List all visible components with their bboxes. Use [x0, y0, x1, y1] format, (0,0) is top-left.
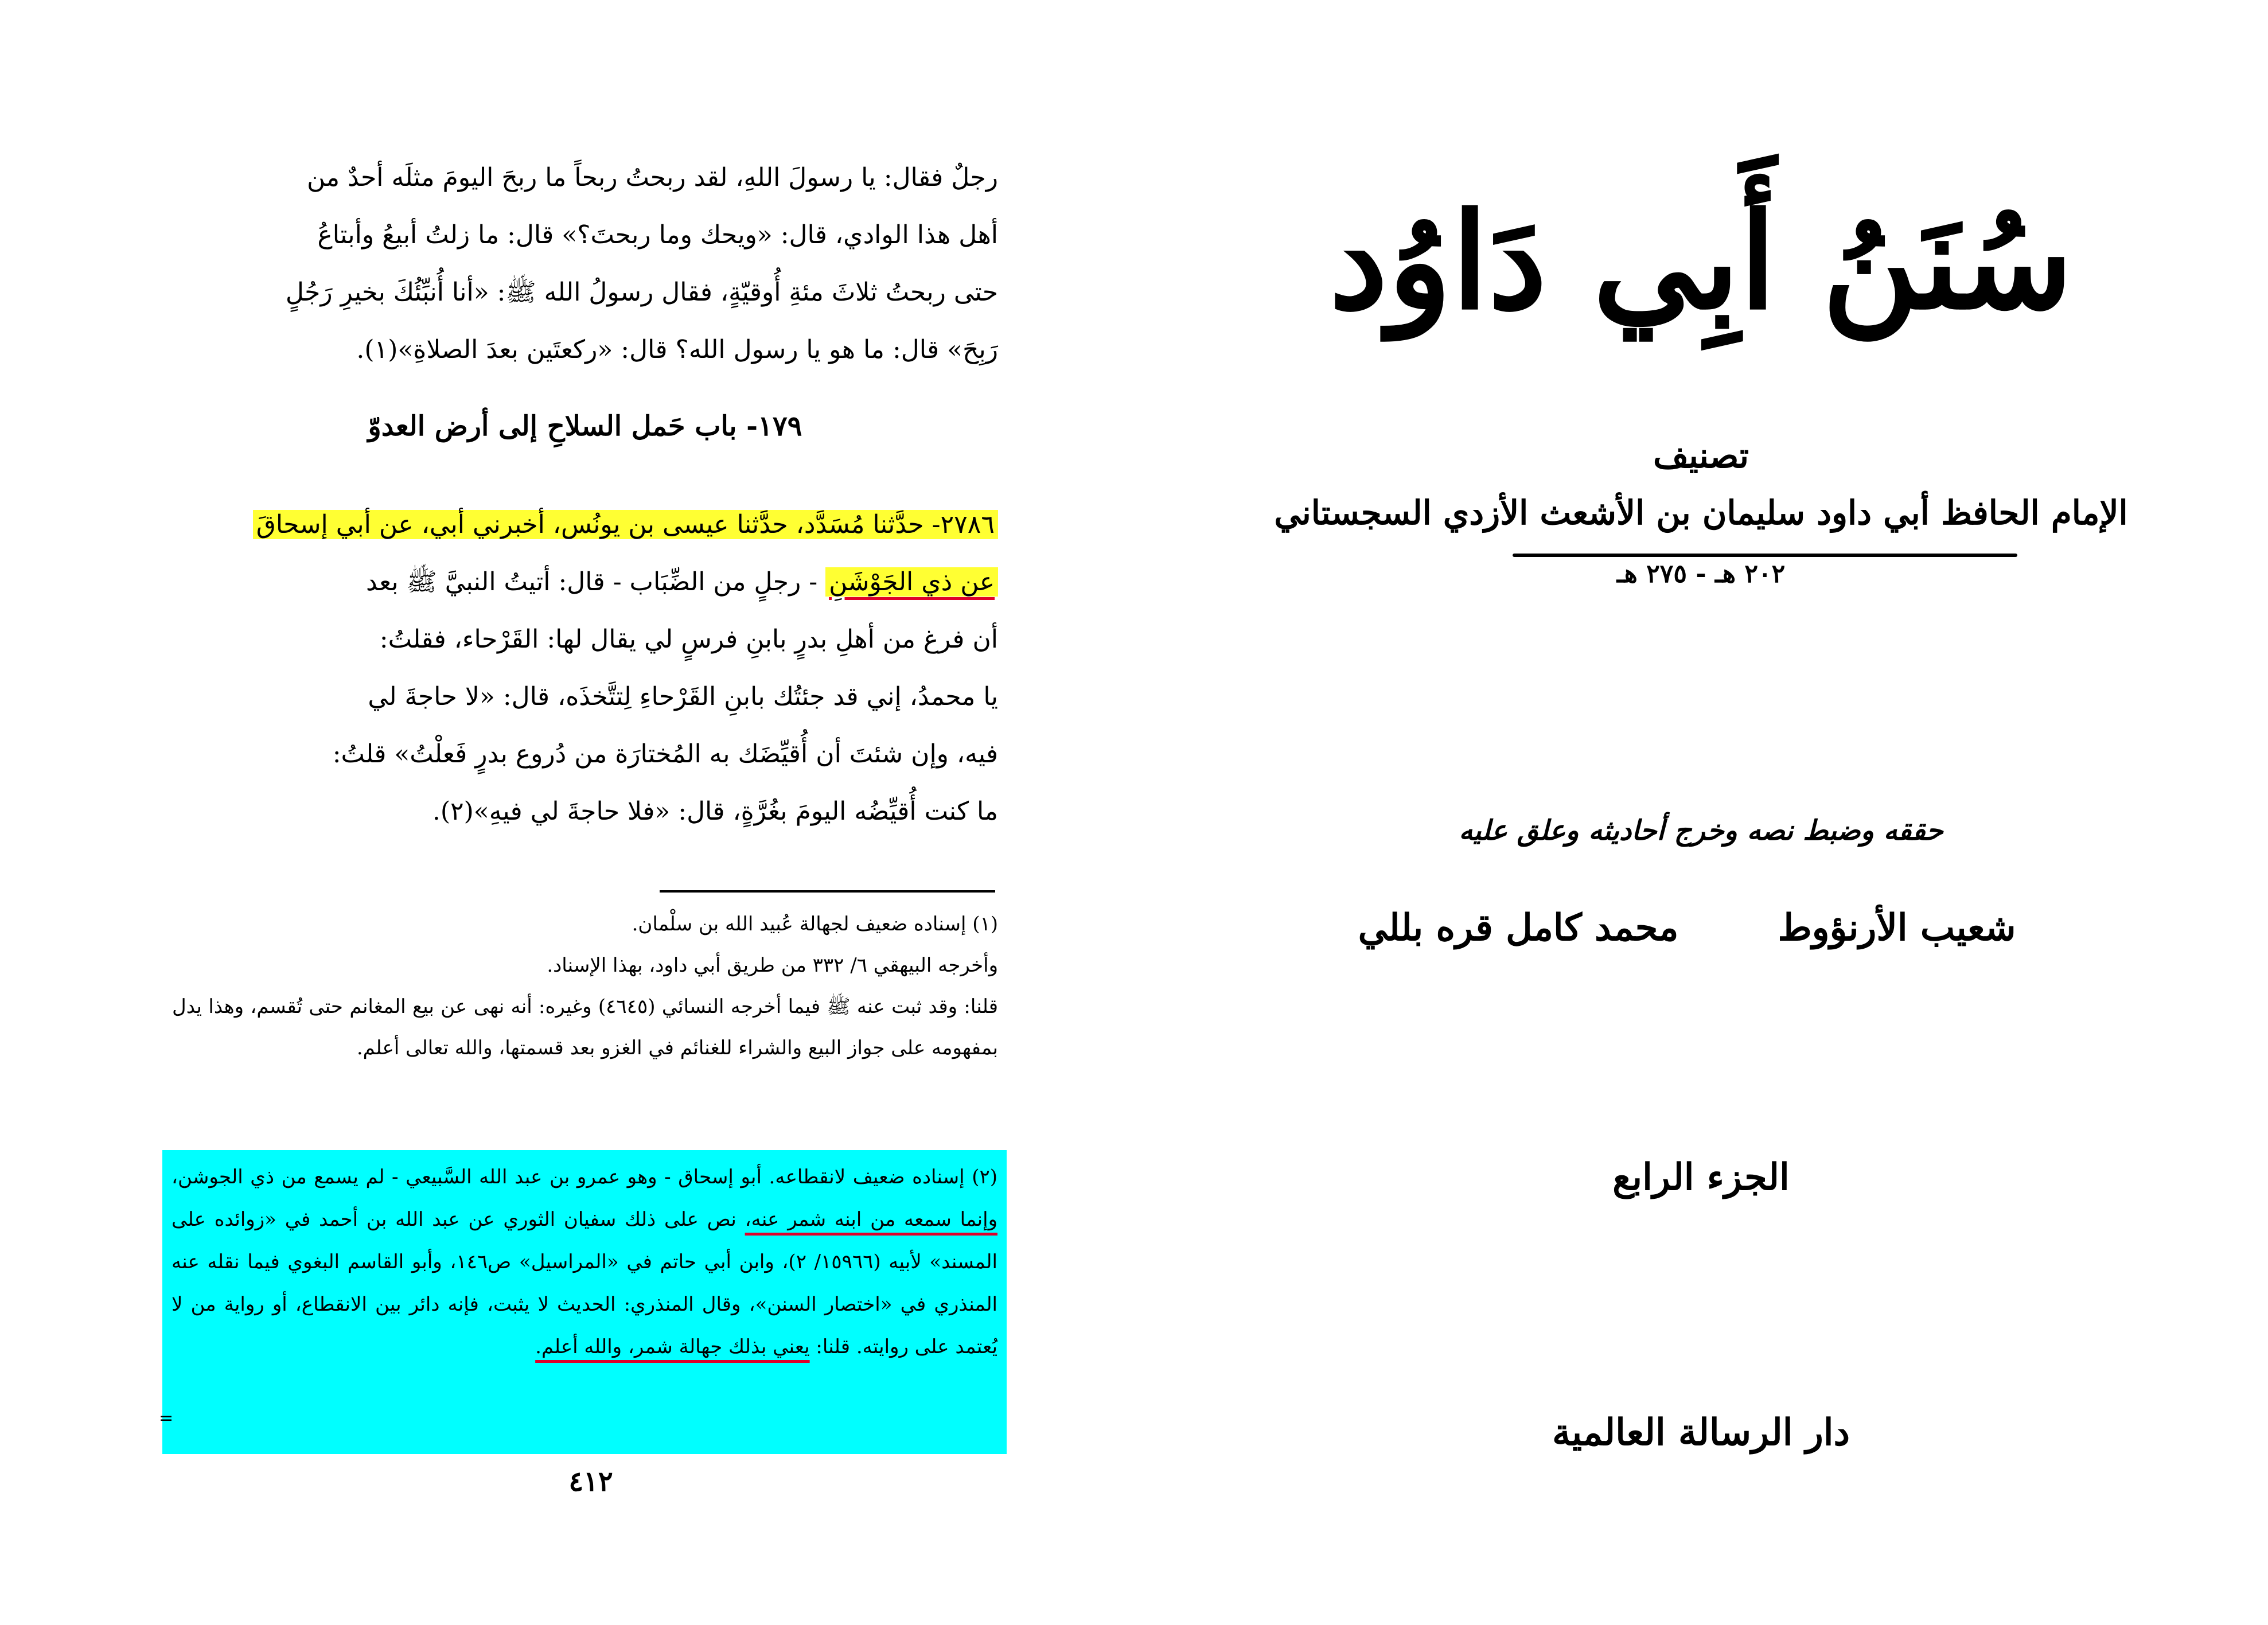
text-line: رَبِحَ» قال: ما هو يا رسول الله؟ قال: «ركعتَين بعدَ الصلاةِ»(١). — [356, 335, 998, 364]
footnote-text: (٢) إسناده ضعيف لانقطاعه. أبو إسحاق - وهو عمرو بن عبد الله السَّبيعي - لم يسمع من ذي الجوشن، — [172, 1166, 997, 1188]
highlighted-chain: ٢٧٨٦- حدَّثنا مُسَدَّد، حدَّثنا عيسى بن يونُس، أخبرني أبي، عن أبي إسحاقَ — [253, 510, 998, 539]
text-line: فيه، وإن شئتَ أن أُقيِّضَك به المُختارَة من دُروع بدرٍ فَعلْتُ» قلتُ: — [332, 739, 998, 769]
underlined-phrase: وإنما سمعه من ابنه شمر عنه، — [745, 1208, 997, 1231]
author-name: الإمام الحافظ أبي داود سليمان بن الأشعث الأزدي السجستاني — [1274, 493, 2128, 532]
footnote-line: وأخرجه البيهقي ٦/ ٣٣٢ من طريق أبي داود، بهذا الإسناد. — [547, 954, 998, 977]
book-title: سُنَنُ أَبِي دَاوُد — [1329, 184, 2073, 339]
footnote-separator — [660, 890, 995, 893]
editor-name: محمد كامل قره بللي — [1358, 906, 1679, 949]
footnote-line: قلنا: وقد ثبت عنه ﷺ فيما أخرجه النسائي (٤٦٤٥) وغيره: أنه نهى عن بيع المغانم حتى تُقسم، وهذا يدل بمفهومه على جواز البيع والشراء للغنائم في الغزو بعد قسمتها، والله تعالى أعلم. — [172, 995, 999, 1059]
chapter-title: ١٧٩- باب حَمل السلاحِ إلى أرض العدوّ — [368, 410, 802, 442]
volume-label: الجزء الرابع — [1612, 1156, 1790, 1199]
text-line: ما كنت أُقيِّضُه اليومَ بغُرَّةٍ، قال: «فلا حاجةَ لي فيهِ»(٢). — [432, 797, 998, 826]
editor-name: شعيب الأرنؤوط — [1778, 906, 2016, 949]
editing-note: حققه وضبط نصه وخرج أحاديثه وعلق عليه — [1459, 815, 1943, 847]
text-line: يا محمدُ، إني قد جئتُك بابنِ القَرْحاءِ لِتتَّخذَه، قال: «لا حاجةَ لي — [368, 682, 998, 711]
author-underline — [1513, 554, 2017, 557]
text-line: رجلٌ فقال: يا رسولَ اللهِ، لقد ربحتُ ربحاً ما ربحَ اليومَ مثلَه أحدٌ من — [306, 163, 998, 192]
text-line: حتى ربحتُ ثلاثَ مئةِ أُوقيّةٍ، فقال رسولُ الله ﷺ: «أنا أُنبِّئُكَ بخيرِ رَجُلٍ — [285, 278, 998, 307]
hadith-line-2 — [172, 554, 998, 611]
footnote-2-highlight — [162, 1150, 1007, 1454]
publisher-name: دار الرسالة العالمية — [1552, 1411, 1850, 1454]
text-line: أن فرغ من أهلِ بدرٍ بابنِ فرسٍ لي يقال لها: القَرْحاء، فقلتُ: — [379, 625, 998, 654]
right-page-cover — [1134, 0, 2268, 1625]
footnote-line: (١) إسناده ضعيف لجهالة عُبيد الله بن سلْمان. — [632, 913, 998, 936]
compiled-by: تصنيف — [1653, 436, 1749, 476]
top-paragraph — [172, 149, 998, 379]
author-years: ٢٠٢ هـ - ٢٧٥ هـ — [1616, 559, 1786, 589]
footnote-text: نص على ذلك سفيان الثوري عن عبد الله بن أحمد في «زوائده على المسند» لأبيه (١٥٩٦٦/ ٢)، وابن أبي حاتم في «المراسيل» ص١٤٦، وأبو القاسم البغوي فيما نقله عنه المنذري في «اختصار السنن»، وقال المنذري: الحديث لا يثبت، فإنه دائر بين الانقطاع، أو رواية من لا يُعتمد على روايته. قلنا: — [172, 1208, 997, 1358]
page-number: ٤١٢ — [568, 1466, 613, 1498]
text-line: أهل هذا الوادي، قال: «ويحك وما ربحتَ؟» قال: ما زلتُ أبيعُ وأبتاعُ — [317, 220, 998, 250]
footnote-1 — [172, 903, 998, 1069]
continuation-mark: = — [159, 1408, 174, 1428]
underlined-phrase: يعني بذلك جهالة شمر، والله أعلم. — [535, 1335, 810, 1358]
footnote-2 — [172, 1156, 997, 1368]
hadith-line-1 — [172, 496, 998, 554]
hadith-text: - رجلٍ من الضِّبَاب - قال: أتيتُ النبيَّ ﷺ بعد — [366, 567, 818, 597]
highlighted-narrator: عن ذي الجَوْشَنِ — [825, 567, 998, 597]
hadith-block — [172, 496, 998, 840]
